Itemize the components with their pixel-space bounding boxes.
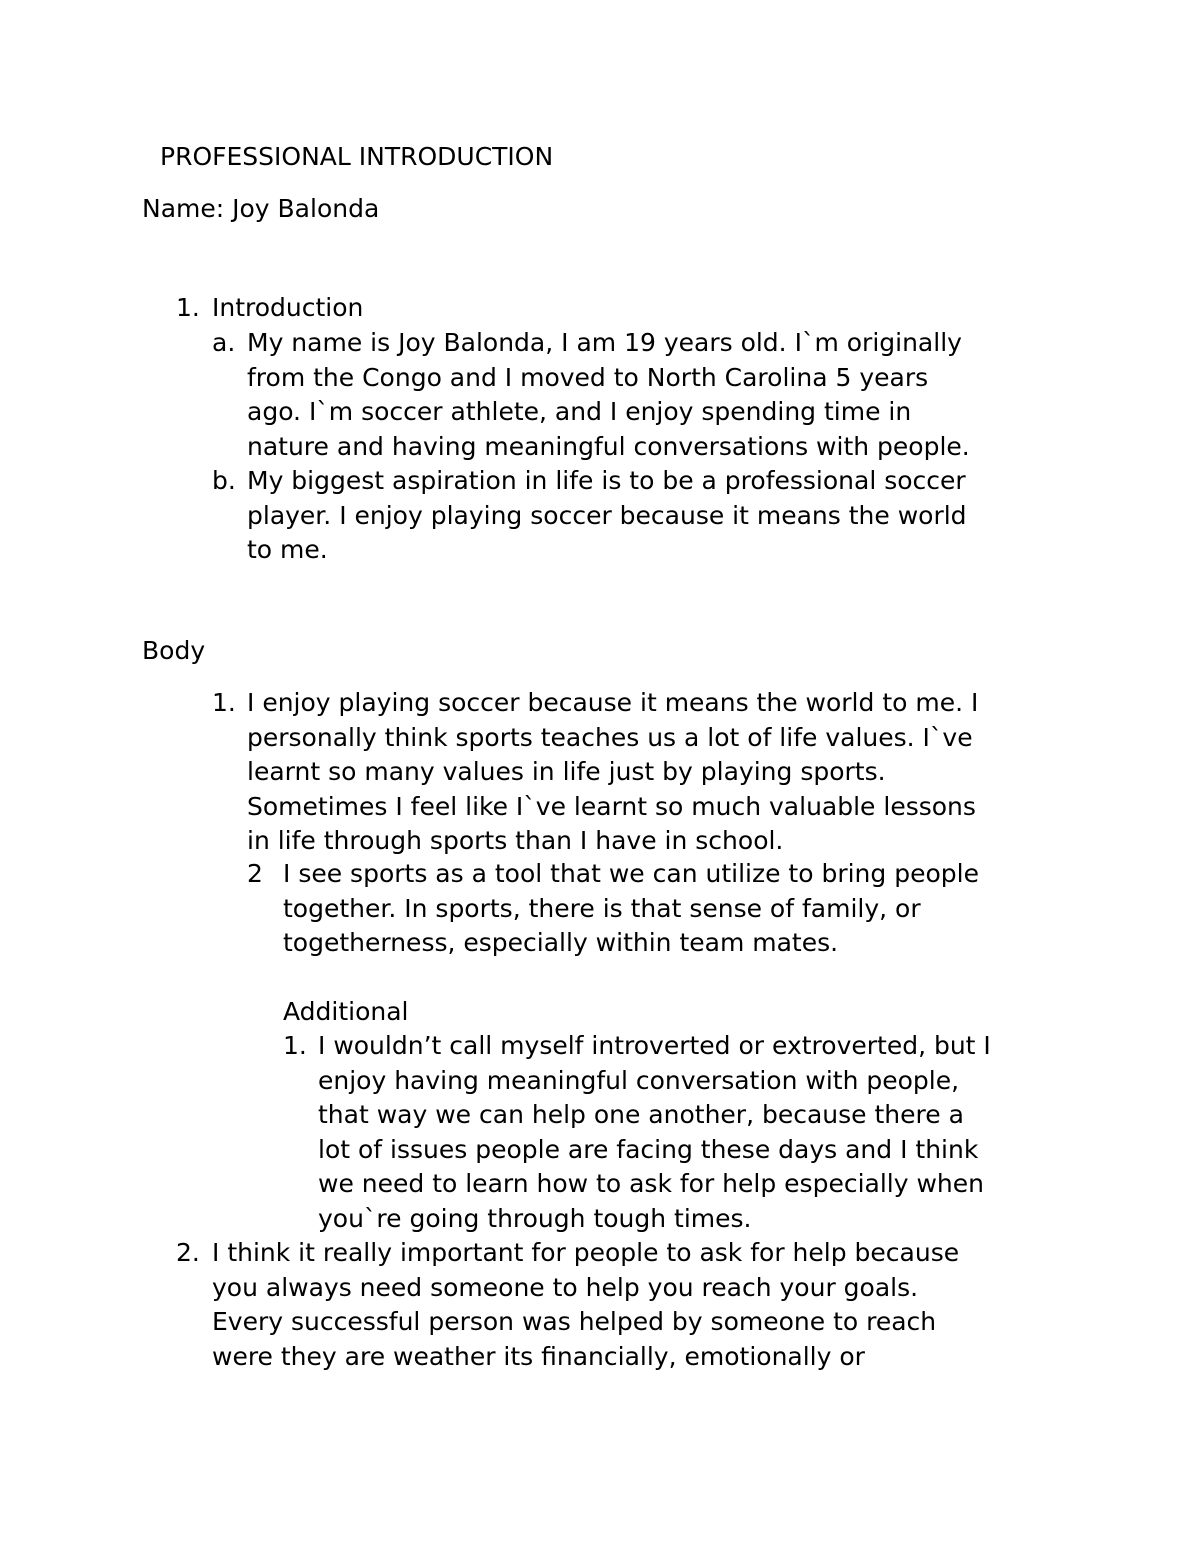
text-line: you always need someone to help you reach your goals. xyxy=(212,1272,919,1302)
list-marker: a. xyxy=(212,328,236,357)
text-line: learnt so many values in life just by playing sports. xyxy=(247,757,886,786)
list-marker: 2 xyxy=(247,859,263,888)
text-line: togetherness, especially within team mates. xyxy=(283,928,839,957)
text-line: I wouldn’t call myself introverted or extroverted, but I xyxy=(318,1031,991,1060)
text-line: we need to learn how to ask for help especially when xyxy=(318,1169,984,1198)
additional-item-1-text xyxy=(318,1029,991,1236)
name-line: Name: Joy Balonda xyxy=(142,194,380,223)
intro-number: 1. xyxy=(176,293,200,322)
body-item-1-text xyxy=(247,686,978,859)
text-line: personally think sports teaches us a lot of life values. I`ve xyxy=(247,722,973,752)
list-marker: 2. xyxy=(176,1238,200,1267)
list-marker: 1. xyxy=(283,1031,307,1060)
text-line: in life through sports than I have in school. xyxy=(247,826,784,855)
text-line: that way we can help one another, because there a xyxy=(318,1100,964,1129)
text-line: ago. I`m soccer athlete, and I enjoy spending time in xyxy=(247,397,912,426)
text-line: enjoy having meaningful conversation with people, xyxy=(318,1065,960,1095)
text-line: I enjoy playing soccer because it means the world to me. I xyxy=(247,688,979,717)
document-title: PROFESSIONAL INTRODUCTION xyxy=(160,142,554,171)
text-line: player. I enjoy playing soccer because it means the world xyxy=(247,500,967,530)
intro-item-a-text xyxy=(247,326,970,464)
text-line: from the Congo and I moved to North Carolina 5 years xyxy=(247,362,929,392)
list-marker: 1. xyxy=(212,688,236,717)
text-line: you`re going through tough times. xyxy=(318,1203,752,1233)
intro-item-b-text xyxy=(247,464,967,568)
text-line: My name is Joy Balonda, I am 19 years old. I`m originally xyxy=(247,328,962,357)
text-line: My biggest aspiration in life is to be a professional soccer xyxy=(247,466,966,495)
text-line: to me. xyxy=(247,535,328,564)
text-line: lot of issues people are facing these days and I think xyxy=(318,1134,979,1164)
intro-heading: Introduction xyxy=(212,293,364,322)
body-trailing-item-2-text xyxy=(212,1236,959,1374)
list-marker: b. xyxy=(212,466,236,495)
additional-heading: Additional xyxy=(283,997,409,1026)
text-line: I see sports as a tool that we can utilize to bring people xyxy=(283,859,979,888)
text-line: Sometimes I feel like I`ve learnt so much valuable lessons xyxy=(247,791,976,821)
body-item-2-text xyxy=(283,857,979,961)
text-line: together. In sports, there is that sense of family, or xyxy=(283,893,921,923)
text-line: I think it really important for people to ask for help because xyxy=(212,1238,960,1267)
text-line: Every successful person was helped by someone to reach xyxy=(212,1307,937,1336)
text-line: were they are weather its financially, emotionally or xyxy=(212,1341,865,1371)
body-heading: Body xyxy=(142,636,206,665)
text-line: nature and having meaningful conversations with people. xyxy=(247,431,970,461)
